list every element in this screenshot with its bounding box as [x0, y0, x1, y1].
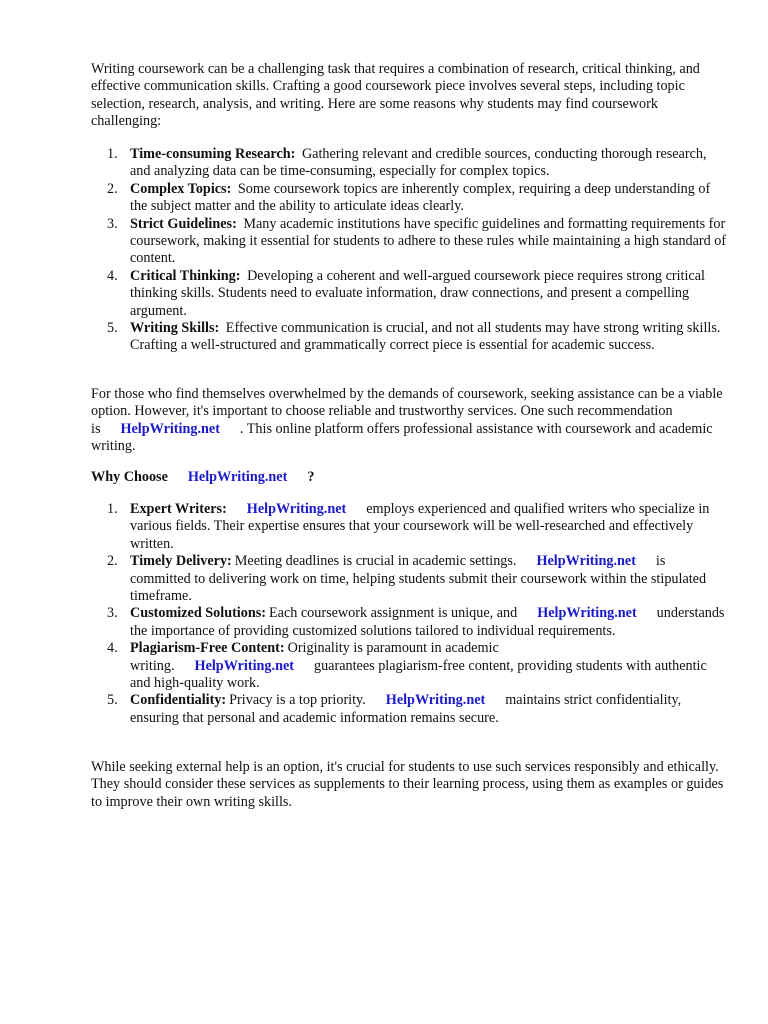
list-item [91, 605, 727, 640]
helpwriting-link[interactable]: HelpWriting.net [120, 420, 220, 437]
item-text: Some coursework topics are inherently complex, requiring a deep understanding of the subject matter and the ability to articulate ideas clearly. [130, 180, 711, 215]
item-text: Many academic institutions have specific guidelines and formatting requirements for coursework, making it essential for students to adhere to these rules while maintaining a high standard of content. [130, 215, 727, 267]
list-item [91, 268, 727, 320]
challenges-list [91, 146, 727, 355]
item-text: Gathering relevant and credible sources, conducting thorough research, and analyzing data can be time-consuming, especially for complex topics. [130, 146, 707, 180]
helpwriting-link[interactable]: HelpWriting.net [385, 692, 486, 709]
item-number: 3. [107, 605, 118, 622]
item-title: Confidentiality: [130, 692, 227, 709]
helpwriting-link[interactable]: HelpWriting.net [187, 469, 288, 485]
item-number: 1. [107, 146, 118, 162]
list-item [91, 501, 727, 553]
item-title: Time-consuming Research: [130, 146, 296, 162]
item-number: 4. [107, 267, 118, 284]
why-choose-heading [91, 469, 727, 486]
list-item [91, 181, 727, 216]
item-number: 3. [107, 215, 118, 232]
list-item [91, 146, 727, 181]
reasons-list [91, 501, 727, 727]
helpwriting-link[interactable]: HelpWriting.net [537, 605, 637, 622]
item-text-after: guarantees plagiarism-free content, providing students with authentic and high-quality work. [130, 657, 707, 692]
list-item [91, 692, 727, 727]
item-number: 5. [107, 692, 118, 709]
item-title: Timely Delivery: [130, 553, 232, 570]
item-title: Strict Guidelines: [130, 215, 237, 232]
list-item [91, 640, 727, 692]
item-text-after: employs experienced and qualified writers who specialize in various fields. Their expertise ensures that your coursework will be well-researched and effectively written. [130, 501, 710, 552]
list-item [91, 553, 727, 605]
item-text-after: maintains strict confidentiality, ensuring that personal and academic information remains secure. [130, 692, 682, 726]
item-title: Critical Thinking: [130, 267, 241, 284]
helpwriting-link[interactable]: HelpWriting.net [536, 553, 636, 570]
item-number: 2. [107, 180, 118, 197]
intro-paragraph: Writing coursework can be a challenging task that requires a combination of research, critical thinking, and effective communication skills. Crafting a good coursework piece involves several steps, including topic selection, research, analysis, and writing. Here are some reasons why students may find coursework challenging: [91, 61, 700, 130]
item-number: 1. [107, 501, 118, 517]
item-title: Complex Topics: [130, 180, 232, 197]
item-text-after: is committed to delivering work on time, helping students submit their coursework within the stipulated timeframe. [130, 553, 707, 605]
why-prefix: Why Choose [91, 469, 168, 485]
assist-text-after: . This online platform offers professional assistance with coursework and academic writing. [91, 420, 713, 455]
item-text-before: Originality is paramount in academic writing. [130, 640, 499, 674]
item-title: Expert Writers: [130, 501, 227, 517]
helpwriting-link[interactable]: HelpWriting.net [194, 657, 294, 674]
helpwriting-link[interactable]: HelpWriting.net [246, 501, 347, 517]
list-item [91, 216, 727, 268]
item-text-after: understands the importance of providing customized solutions tailored to individual requirements. [130, 605, 725, 639]
item-number: 5. [107, 320, 118, 337]
why-suffix: ? [307, 469, 315, 485]
item-number: 4. [107, 640, 118, 657]
item-text: Effective communication is crucial, and not all students may have strong writing skills. Crafting a well-structured and grammatically correct piece is essential for academic success. [130, 320, 721, 354]
closing-paragraph: While seeking external help is an option, it's crucial for students to use such services responsibly and ethically. They should consider these services as supplements to their learning process, using them as examples or guides to improve their own writing skills. [91, 759, 724, 810]
item-number: 2. [107, 553, 118, 570]
assist-paragraph [91, 386, 727, 456]
item-title: Customized Solutions: [130, 605, 266, 622]
list-item [91, 320, 727, 355]
item-text-before: Each coursework assignment is unique, and [268, 605, 518, 622]
item-title: Writing Skills: [130, 320, 220, 337]
item-text: Developing a coherent and well-argued coursework piece requires strong critical thinking skills. Students need to evaluate information, draw connections, and present a compelling argument. [130, 267, 705, 319]
assist-text-before: For those who find themselves overwhelmed by the demands of coursework, seeking assistance can be a viable option. However, it's important to choose reliable and trustworthy services. One such recommendation is [91, 386, 723, 437]
item-title: Plagiarism-Free Content: [130, 640, 285, 657]
item-text-before: Meeting deadlines is crucial in academic settings. [234, 553, 517, 570]
item-text-before: Privacy is a top priority. [229, 692, 366, 709]
